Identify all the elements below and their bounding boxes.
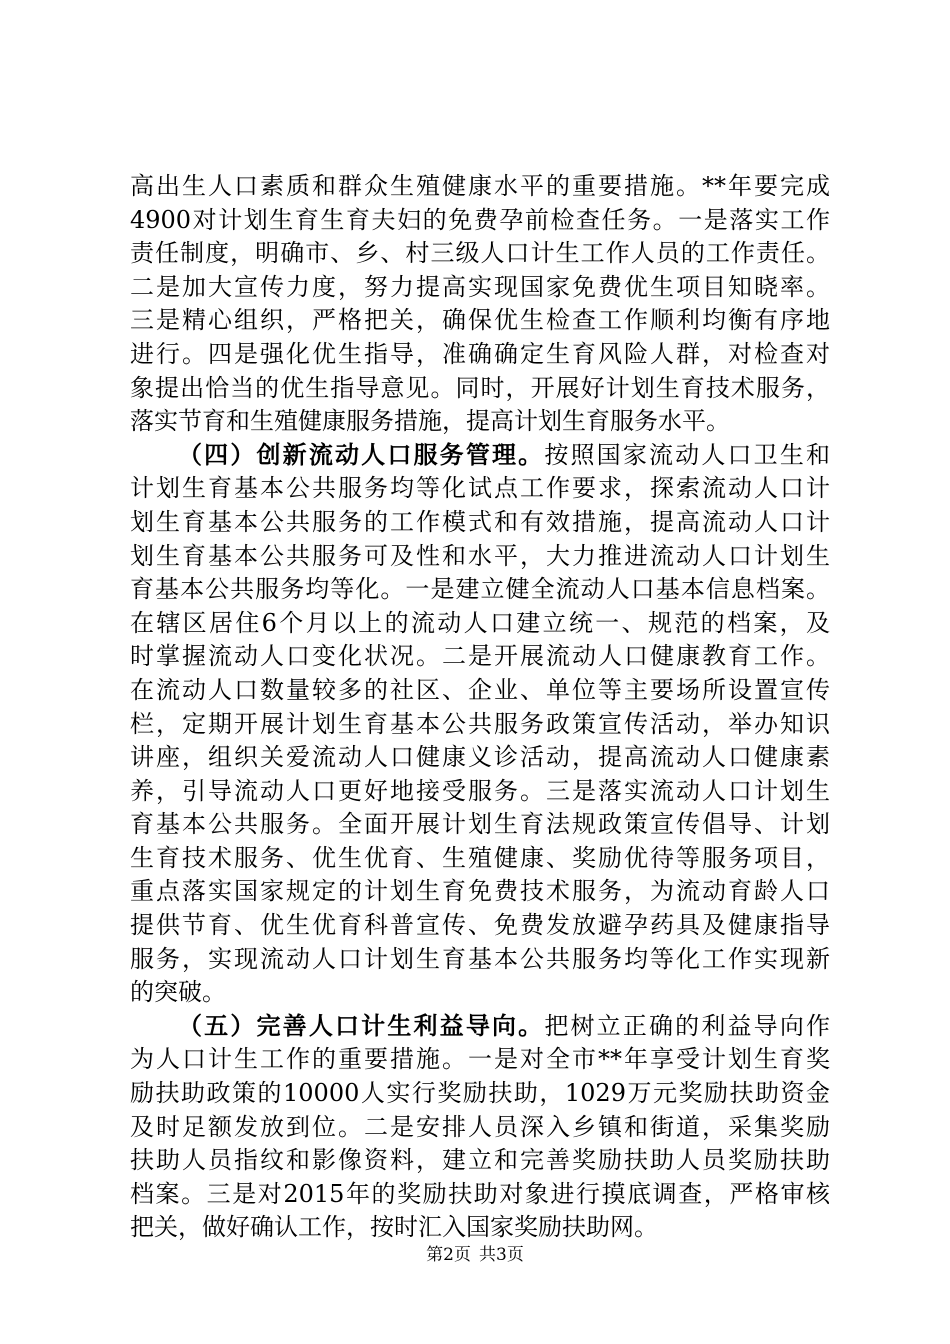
text-line: 扶助人员指纹和影像资料，建立和完善奖励扶助人员奖励扶助 [130,1146,830,1175]
text-line [130,1010,830,1044]
text-line: 栏，定期开展计划生育基本公共服务政策宣传活动，举办知识 [130,709,830,738]
text-fragment: 把树立正确的利益导向作 [544,1011,831,1040]
text-line: 的突破。 [130,978,226,1007]
text-line: 为人口计生工作的重要措施。一是对全市**年享受计划生育奖 [130,1045,830,1074]
text-line: 育基本公共服务。全面开展计划生育法规政策宣传倡导、计划 [130,810,830,839]
paragraph-1 [130,170,830,439]
document-body [130,170,830,1245]
text-line: 及时足额发放到位。二是安排人员深入乡镇和街道，采集奖励 [130,1112,830,1141]
text-line: 服务，实现流动人口计划生育基本公共服务均等化工作实现新 [130,944,830,973]
text-line: 档案。三是对2015年的奖励扶助对象进行摸底调查，严格审核 [130,1179,830,1208]
page-number: 第2页 [426,1245,471,1265]
text-line: 重点落实国家规定的计划生育免费技术服务，为流动育龄人口 [130,877,830,906]
section-heading: （四）创新流动人口服务管理。 [178,440,545,469]
text-line: 讲座，组织关爱流动人口健康义诊活动，提高流动人口健康素 [130,743,830,772]
page-footer [0,1243,950,1267]
text-line: 划生育基本公共服务的工作模式和有效措施，提高流动人口计 [130,507,830,536]
text-line: 养，引导流动人口更好地接受服务。三是落实流动人口计划生 [130,776,830,805]
text-fragment: 按照国家流动人口卫生和 [544,440,831,469]
text-line: 二是加大宣传力度，努力提高实现国家免费优生项目知晓率。 [130,272,830,301]
text-line: 落实节育和生殖健康服务措施，提高计划生育服务水平。 [130,407,730,436]
text-line: 励扶助政策的10000人实行奖励扶助，1029万元奖励扶助资金 [130,1079,830,1108]
text-line: 4900对计划生育生育夫妇的免费孕前检查任务。一是落实工作 [130,205,830,234]
paragraph-section-5 [130,1010,830,1245]
text-line: 象提出恰当的优生指导意见。同时，开展好计划生育技术服务， [130,373,830,402]
section-heading: （五）完善人口计生利益导向。 [178,1011,545,1040]
text-line: 把关，做好确认工作，按时汇入国家奖励扶助网。 [130,1213,658,1242]
page-total: 共3页 [479,1245,524,1265]
text-line: 划生育基本公共服务可及性和水平，大力推进流动人口计划生 [130,541,830,570]
text-line: 生育技术服务、优生优育、生殖健康、奖励优待等服务项目， [130,843,830,872]
text-line: 进行。四是强化优生指导，准确确定生育风险人群，对检查对 [130,339,830,368]
text-line: 在流动人口数量较多的社区、企业、单位等主要场所设置宣传 [130,675,830,704]
text-line: 提供节育、优生优育科普宣传、免费发放避孕药具及健康指导 [130,911,830,940]
text-line [130,439,830,473]
text-line: 责任制度，明确市、乡、村三级人口计生工作人员的工作责任。 [130,239,830,268]
text-line: 在辖区居住6个月以上的流动人口建立统一、规范的档案，及 [130,608,830,637]
text-line: 计划生育基本公共服务均等化试点工作要求，探索流动人口计 [130,474,830,503]
text-line: 三是精心组织，严格把关，确保优生检查工作顺利均衡有序地 [130,306,830,335]
text-line: 高出生人口素质和群众生殖健康水平的重要措施。**年要完成 [130,172,830,200]
text-line: 时掌握流动人口变化状况。二是开展流动人口健康教育工作。 [130,642,830,671]
text-line: 育基本公共服务均等化。一是建立健全流动人口基本信息档案。 [130,575,830,604]
paragraph-section-4 [130,439,830,1010]
